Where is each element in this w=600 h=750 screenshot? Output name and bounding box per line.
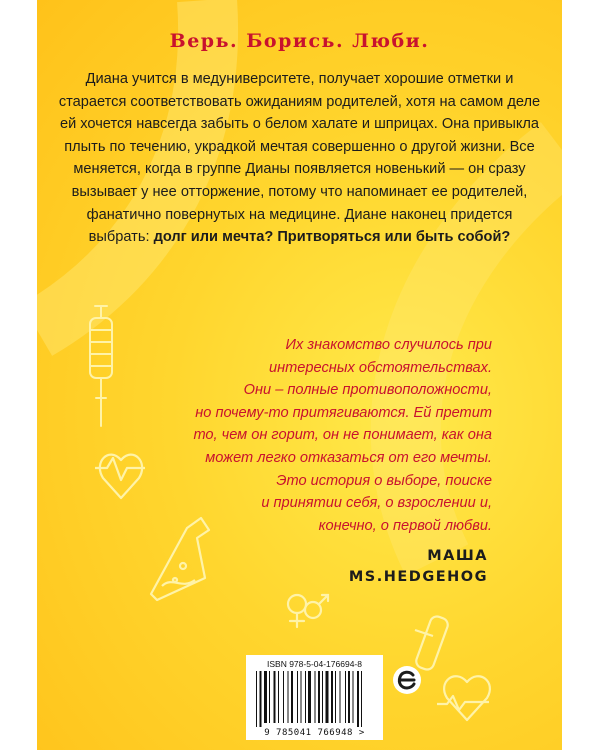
barcode-bar [278, 671, 279, 723]
blurb-bold-text: долг или мечта? Притворяться или быть собой? [153, 229, 511, 246]
barcode-bar [331, 671, 333, 723]
quote-line: Они – полные противоположности, [243, 382, 492, 399]
barcode-bar [288, 671, 289, 723]
barcode-bar [315, 671, 316, 723]
barcode-panel [246, 655, 383, 740]
barcode-bar [260, 671, 262, 727]
barcode-bar [305, 671, 306, 723]
quote-line: Их знакомство случилось при [285, 337, 492, 353]
barcode-digits: 9 785041 766948 > [264, 728, 365, 738]
author-name-line2: MS.HEDGEHOG [348, 569, 488, 585]
quote-line: интересных обстоятельствах. [268, 359, 492, 376]
barcode-bar [256, 671, 257, 727]
blurb-text: Диана учится в медуниверситете, получает хорошие отметки и старается соответствовать ожиданиям родителей, хотя на самом деле ей хочется навсегда забыть о белом халате и шприцах. Она привыкла плыть по течению, украдкой мечтая совершенно о другой жизни. Все меняется, когда в группе Дианы появляется новенький — он сразу вызывает у нее отторжение, потому что напоминает ее родителей, фанатично повернутых на медицине. Диане наконец придется выбрать: [58, 71, 541, 246]
barcode-bar [264, 671, 267, 723]
barcode-bar [353, 671, 354, 723]
barcode-bar [318, 671, 320, 723]
heartbeat-icon [95, 455, 145, 498]
quote-line: может легко отказаться от его мечты. [205, 449, 492, 466]
barcode-bar [283, 671, 284, 723]
story-quote [192, 334, 492, 537]
barcode-bar [291, 671, 293, 723]
barcode-bar [297, 671, 298, 723]
heart-icon [437, 676, 490, 720]
barcode-bar [274, 671, 276, 723]
book-back-cover [37, 0, 562, 750]
barcode-bar [340, 671, 341, 723]
barcode-bar [357, 671, 359, 727]
barcode-bar [308, 671, 311, 723]
barcode-bar [269, 671, 270, 723]
quote-line: Это история о выборе, поиске [276, 472, 492, 489]
barcode-bar [345, 671, 346, 723]
barcode-bar [326, 671, 329, 723]
barcode-bar [301, 671, 302, 723]
gender-icon [288, 595, 328, 627]
author-name-line1: МАША [427, 548, 488, 564]
barcode-bar [348, 671, 350, 723]
quote-line: но почему-то притягиваются. Ей претит [195, 404, 492, 421]
isbn-label: ISBN 978-5-04-176694-8 [267, 659, 362, 669]
barcode-bar [335, 671, 336, 723]
quote-line: конечно, о первой любви. [318, 517, 492, 534]
author-name [349, 546, 488, 588]
barcode-bar [322, 671, 323, 723]
publisher-logo-icon [392, 665, 422, 695]
vial-icon [414, 615, 449, 672]
barcode [254, 671, 375, 727]
quote-line: и принятии себя, о взрослении и, [261, 495, 492, 512]
barcode-bar [361, 671, 362, 727]
book-blurb [57, 68, 542, 249]
quote-line: то, чем он горит, он не понимает, как она [193, 427, 492, 444]
motto-heading: Верь. Борись. Люби. [169, 30, 430, 52]
